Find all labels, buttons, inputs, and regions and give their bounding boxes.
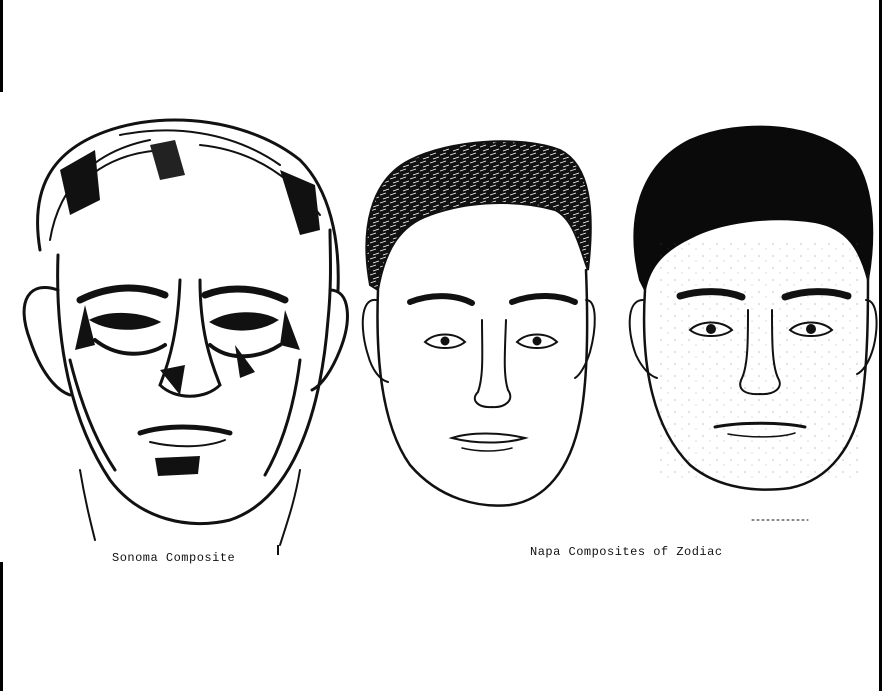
sonoma-composite-sketch [24, 120, 347, 545]
napa-composites-caption: Napa Composites of Zodiac [530, 545, 723, 559]
napa-composite-2 [630, 127, 877, 520]
napa-composite-1 [363, 141, 595, 505]
sonoma-composite-caption: Sonoma Composite [112, 551, 236, 565]
